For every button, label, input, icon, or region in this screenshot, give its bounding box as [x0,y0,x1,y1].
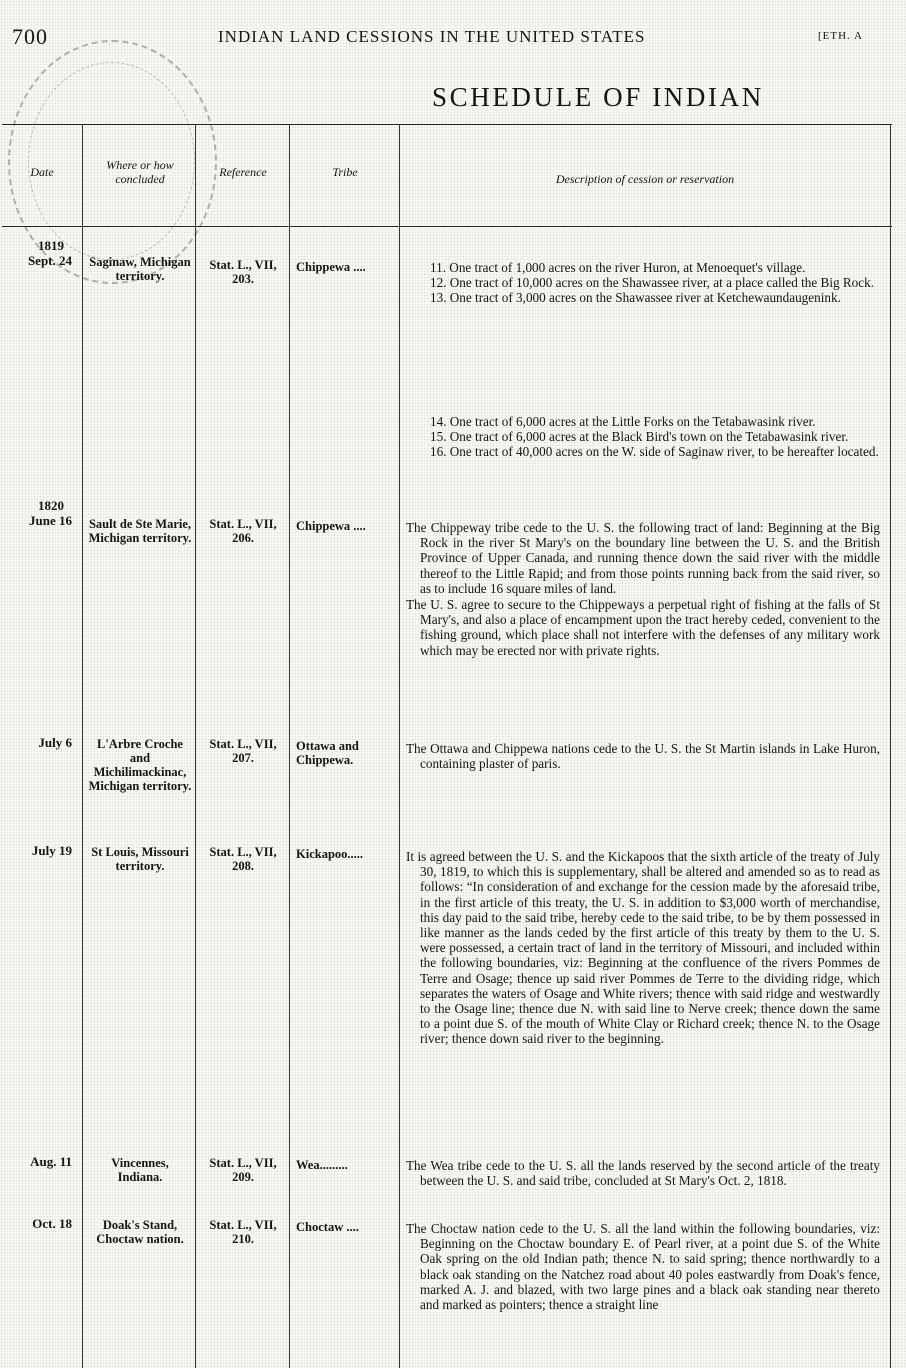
entry-day: Sept. 24 [27,253,72,268]
running-tag: [ETH. A [818,30,863,42]
entry-where: Vincennes, Indiana. [111,1156,169,1184]
entry-reference: Stat. L., VII, 207. [209,737,277,765]
column-divider [82,124,83,1368]
entry-reference: Stat. L., VII, 209. [209,1156,277,1184]
entry-date [0,238,72,268]
entry-where: Saginaw, Michigan territory. [89,255,191,283]
entry-where: L'Arbre Croche and Michilimackinac, Michigan territory. [88,737,192,793]
tract-item: 14. One tract of 6,000 acres at the Little Forks on the Tetabawasink river. [430,414,816,429]
description-paragraph: The Wea tribe cede to the U. S. all the lands reserved by the second article of the treaty between the U. S. and said tribe, concluded at St Mary's Oct. 2, 1818. [406,1158,880,1189]
description-paragraph: It is agreed between the U. S. and the Kickapoos that the sixth article of the treaty of July 30, 1819, to which this is supplementary, shall be altered and amended so as to read as follows: “In consideration of and exchange for the cession made by the aforesaid tribe, in the first article of this treaty, the U. S. in addition to $3,000 worth of merchandise, this day paid to the said tribe, hereby cede to the said tribe, to be by them possessed in like manner as the lands ceded by the first article of this treaty by them to the U. S. were possessed, a certain tract of land in the territory of Missouri, and included within the following boundaries, viz: Beginning at the confluence of the rivers Pommes de Terre and Osage; thence up said river Pommes de Terre to the dividing ridge, which separates the waters of Osage and White rivers; thence with said ridge and westwardly to the Osage line; thence due N. with said line to Nerve creek; thence down the same to a point due S. of the mouth of White Clay or Richard creek; thence N. to the Osage river; thence down said river to the beginning. [406,849,880,1047]
entry-date [0,1154,72,1169]
entry-date [0,843,72,858]
description-paragraph: The Ottawa and Chippewa nations cede to the U. S. the St Martin islands in Lake Huron, containing plaster of paris. [406,741,880,772]
column-header-reference: Reference [219,165,267,179]
description-paragraph: The Choctaw nation cede to the U. S. all the land within the following boundaries, viz: Beginning on the Choctaw boundary E. of Pearl river, at a point due S. of the White Oak spring on the old Indian path; thence N. to said spring; thence northwardly to a black oak standing on the Natchez road about 40 poles eastwardly from Doak's fence, marked A. J. and blazed, with two large pines and a black oak standing near thereto and marked as pointers; thence a straight line [406,1221,880,1313]
entry-where: St Louis, Missouri territory. [91,845,189,873]
entry-day: July 19 [31,843,72,858]
entry-date [0,498,72,528]
entry-day: Oct. 18 [32,1216,72,1231]
page-number: 700 [12,24,48,49]
entry-day: July 6 [38,735,72,750]
description-paragraph: The Chippeway tribe cede to the U. S. the following tract of land: Beginning at the Big Rock in the river St Mary's on the boundary line between the U. S. and the British Province of Upper Canada, and running thence down the said river with the middle thereof to the Little Rapid; and from those points running back from the said river, so as to include 16 square miles of land. [406,520,880,596]
running-title: INDIAN LAND CESSIONS IN THE UNITED STATES [218,27,646,46]
column-header-date: Date [30,165,54,179]
column-divider [399,124,400,1368]
entry-date [0,1216,72,1231]
entry-reference: Stat. L., VII, 206. [209,517,277,545]
schedule-title: SCHEDULE OF INDIAN [432,82,764,112]
table-top-rule [2,124,892,125]
entry-day: June 16 [29,513,72,528]
entry-year: 1820 [38,498,64,513]
entry-description [406,741,880,772]
tract-item: 15. One tract of 6,000 acres at the Black Bird's town on the Tetabawasink river. [430,429,849,445]
tract-item: 13. One tract of 3,000 acres on the Shawassee river at Ketchewaundaugenink. [430,290,841,306]
column-header-tribe: Tribe [332,165,358,179]
column-divider [289,124,290,1368]
entry-description [406,1221,880,1313]
entry-description [406,1158,880,1189]
entry-tribe: Wea......... [296,1158,348,1172]
entry-where: Sault de Ste Marie, Michigan territory. [88,517,192,545]
entry-tribe: Chippewa .... [296,260,366,274]
entry-reference: Stat. L., VII, 210. [209,1218,277,1246]
entry-description [406,260,880,306]
entry-description [406,520,880,659]
entry-description [406,849,880,1048]
entry-where: Doak's Stand, Choctaw nation. [96,1218,184,1246]
entry-day: Aug. 11 [30,1154,72,1169]
running-header [0,24,906,48]
entry-reference: Stat. L., VII, 203. [209,258,277,286]
entry-tribe: Ottawa and Chippewa. [296,739,359,767]
tract-item: 11. One tract of 1,000 acres on the river Huron, at Menoequet's village. [430,260,806,275]
tract-item: 16. One tract of 40,000 acres on the W. side of Saginaw river, to be hereafter located. [430,444,879,460]
entry-reference: Stat. L., VII, 208. [209,845,277,873]
tract-item: 12. One tract of 10,000 acres on the Shawassee river, at a place called the Big Rock. [430,275,875,291]
header-bottom-rule [2,226,892,227]
entry-year: 1819 [38,238,64,253]
column-header-where: Where or how concluded [106,158,174,186]
column-divider [890,124,891,1368]
entry-description-continued [406,414,880,460]
entry-tribe: Kickapoo..... [296,847,364,861]
entry-tribe: Choctaw .... [296,1220,359,1234]
column-header-description: Description of cession or reservation [555,172,735,186]
column-divider [195,124,196,1368]
description-paragraph: The U. S. agree to secure to the Chippeways a perpetual right of fishing at the falls of St Mary's, and also a place of encampment upon the tract hereby ceded, convenient to the fishing ground, which place shall not interfere with the defenses of any military work which may be erected nor with private rights. [406,597,880,658]
entry-date [0,735,72,750]
entry-tribe: Chippewa .... [296,519,366,533]
